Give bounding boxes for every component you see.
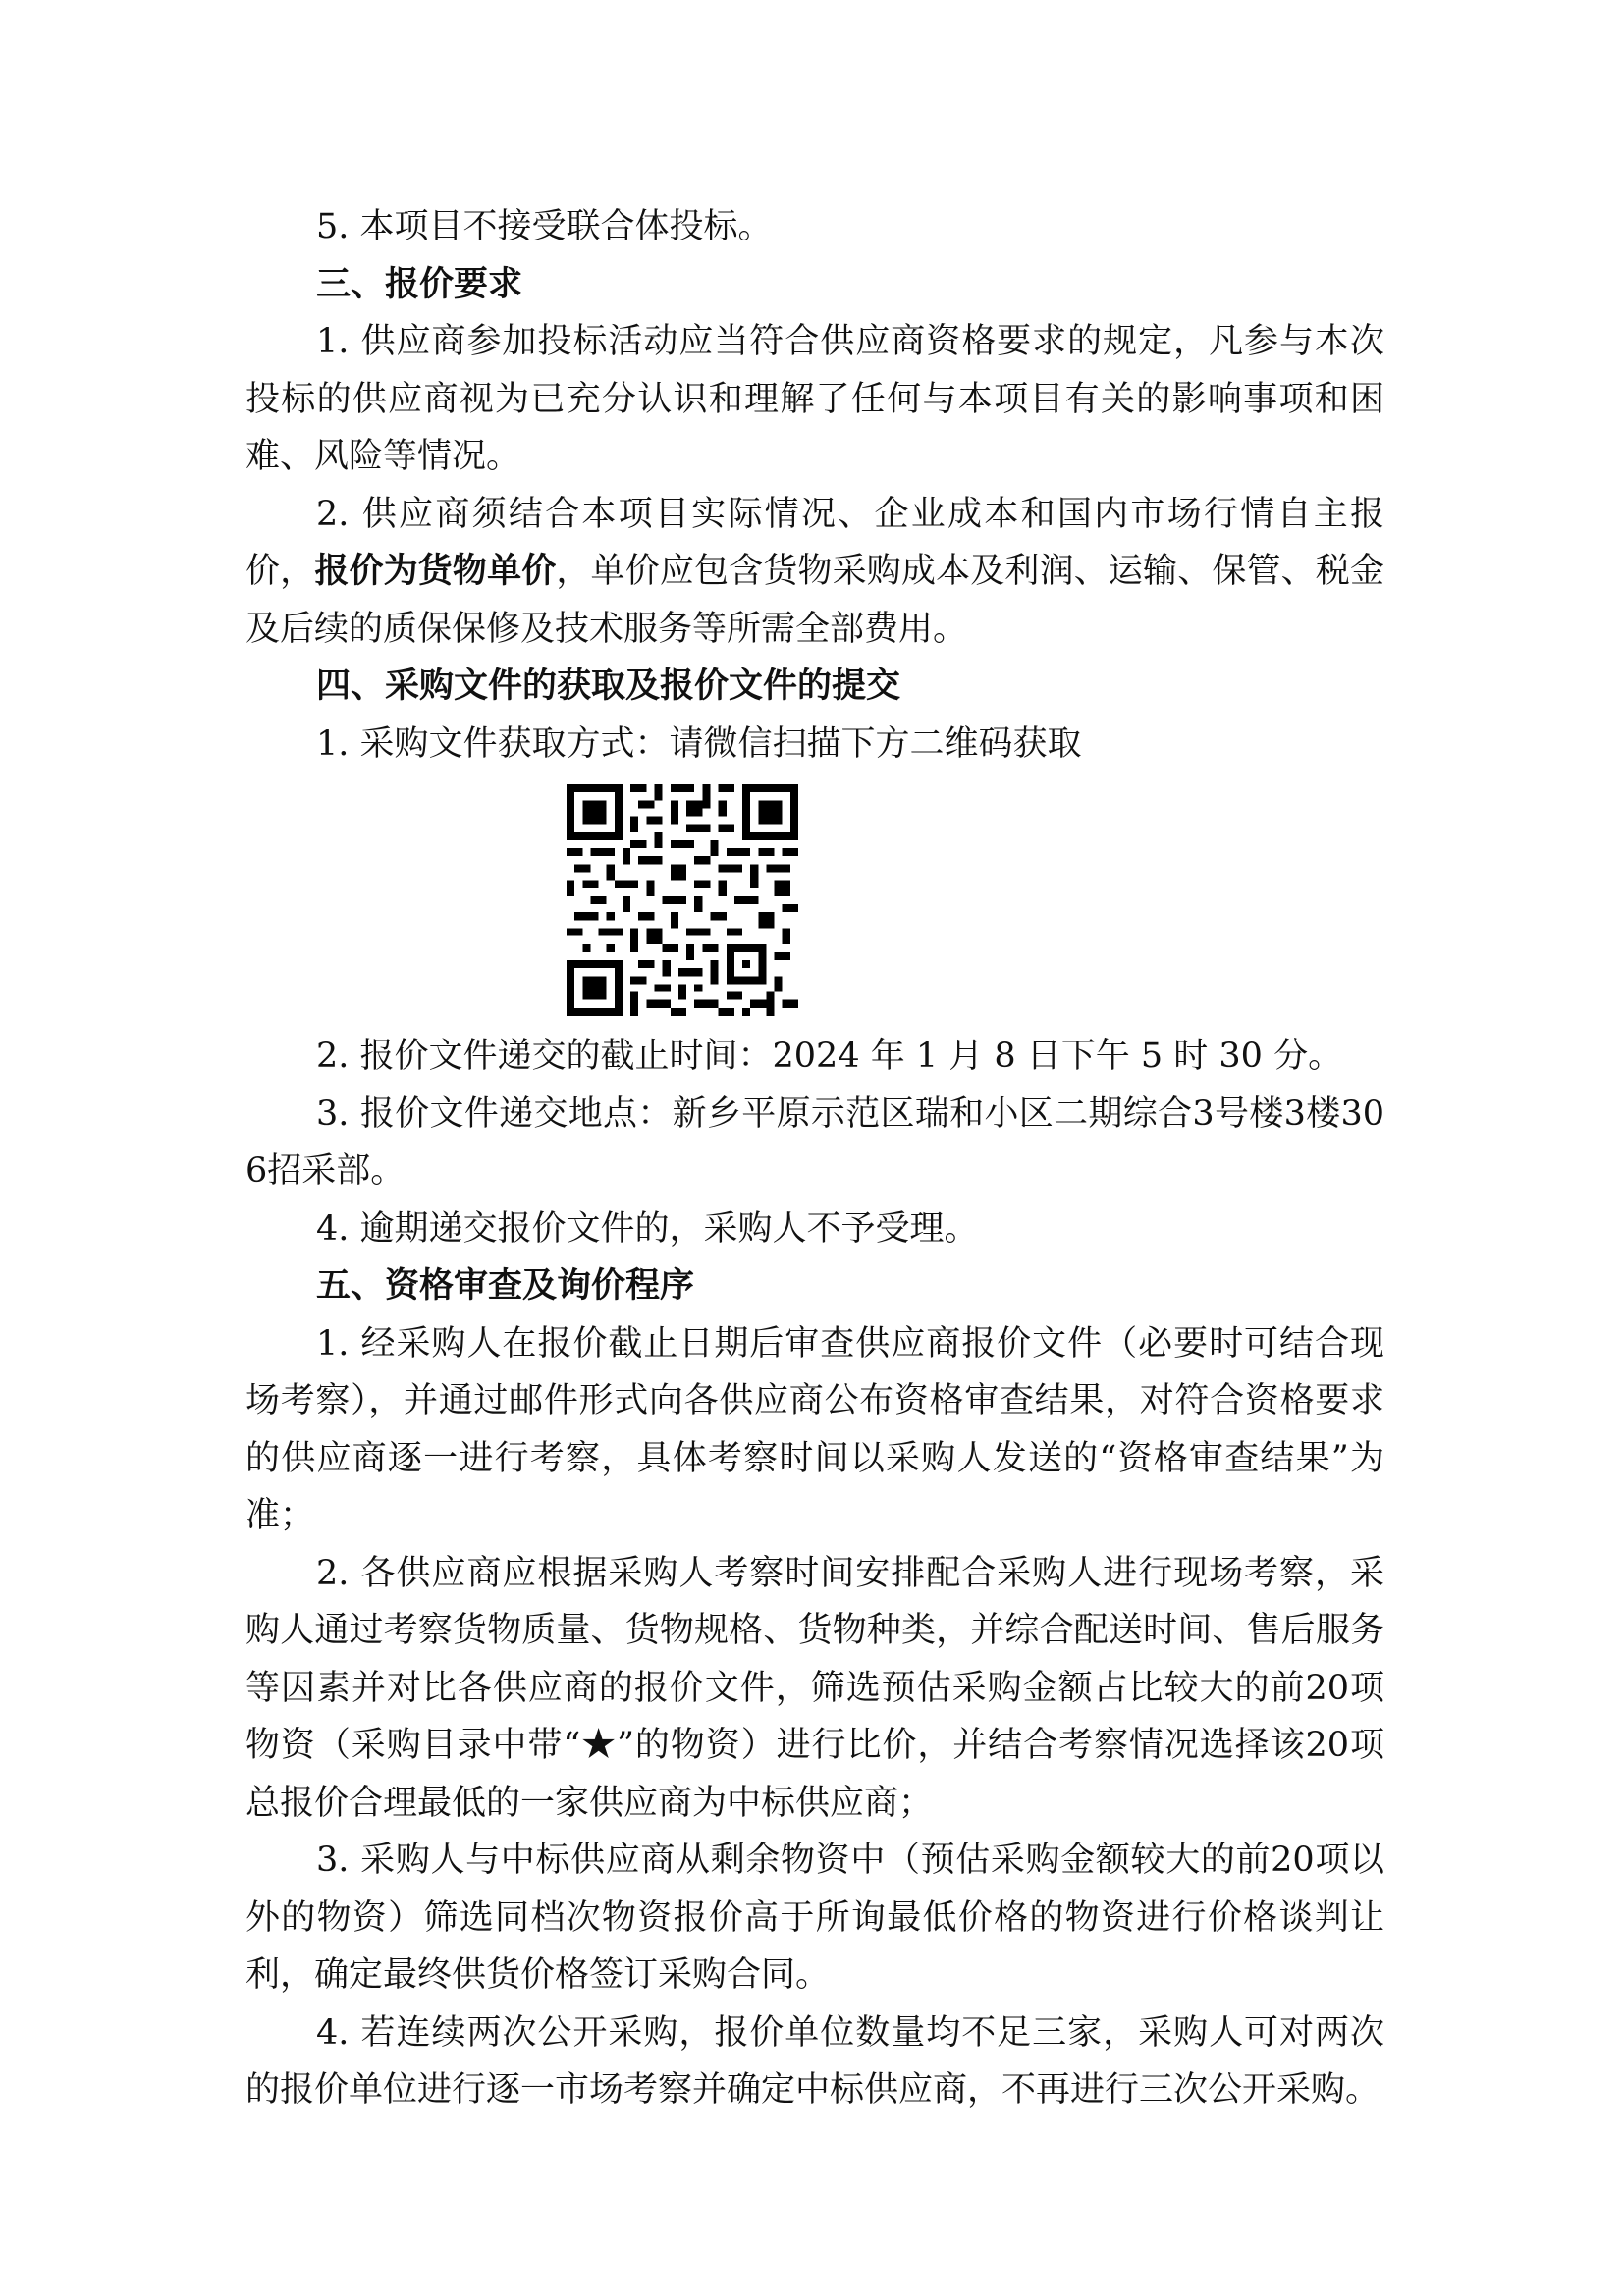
qr-code-icon	[567, 784, 798, 1016]
section-4-heading: 四、采购文件的获取及报价文件的提交	[316, 667, 901, 706]
section-3-paragraph-2-text-b: ，单价应包含货物采购成本及利润、运输、保管、税金及后续的质保保修及技术服务等所需全部费用。	[245, 552, 1384, 649]
section-4-paragraph-4: 4. 逾期递交报价文件的，采购人不予受理。	[316, 1208, 979, 1249]
section-5-heading: 五、资格审查及询价程序	[316, 1266, 695, 1306]
section-5-paragraph-1: 1. 经采购人在报价截止日期后审查供应商报价文件（必要时可结合现场考察），并通过邮件形式向各供应商公布资格审查结果，对符合资格要求的供应商逐一进行考察，具体考察时间以采购人发送的“资格审查结果”为准；	[245, 1323, 1384, 1535]
qr-code-container	[245, 773, 1384, 1028]
section-4-paragraph-2: 2. 报价文件递交的截止时间：2024 年 1 月 8 日下午 5 时 30 分。	[316, 1037, 1343, 1076]
section-5-paragraph-3: 3. 采购人与中标供应商从剩余物资中（预估采购金额较大的前20项以外的物资）筛选同档次物资报价高于所询最低价格的物资进行价格谈判让利，确定最终供货价格签订采购合同。	[245, 1841, 1384, 1995]
section-4-paragraph-3: 3. 报价文件递交地点：新乡平原示范区瑞和小区二期综合3号楼3楼306招采部。	[245, 1094, 1384, 1191]
section-5-paragraph-4: 4. 若连续两次公开采购，报价单位数量均不足三家，采购人可对两次的报价单位进行逐一市场考察并确定中标供应商，不再进行三次公开采购。	[245, 2012, 1384, 2109]
section-3-paragraph-2-text-a: 2. 供应商须结合本项目实际情况、企业成本和国内市场行情自主报价，	[245, 494, 1384, 591]
section-3-paragraph-1: 1. 供应商参加投标活动应当符合供应商资格要求的规定，凡参与本次投标的供应商视为已充分认识和理解了任何与本项目有关的影响事项和困难、风险等情况。	[245, 322, 1384, 476]
section-4-paragraph-1: 1. 采购文件获取方式：请微信扫描下方二维码获取	[316, 723, 1082, 764]
section-3-paragraph-2-bold: 报价为货物单价	[314, 552, 557, 591]
item-5: 5. 本项目不接受联合体投标。	[316, 207, 773, 246]
document-page	[245, 198, 1384, 2119]
section-5-paragraph-2: 2. 各供应商应根据采购人考察时间安排配合采购人进行现场考察，采购人通过考察货物质量、货物规格、货物种类，并综合配送时间、售后服务等因素并对比各供应商的报价文件，筛选预估采购金额占比较大的前20项物资（采购目录中带“★”的物资）进行比价，并结合考察情况选择该20项总报价合理最低的一家供应商为中标供应商；	[245, 1553, 1384, 1823]
section-3-paragraph-2	[245, 486, 1384, 659]
section-3-heading: 三、报价要求	[316, 264, 523, 304]
